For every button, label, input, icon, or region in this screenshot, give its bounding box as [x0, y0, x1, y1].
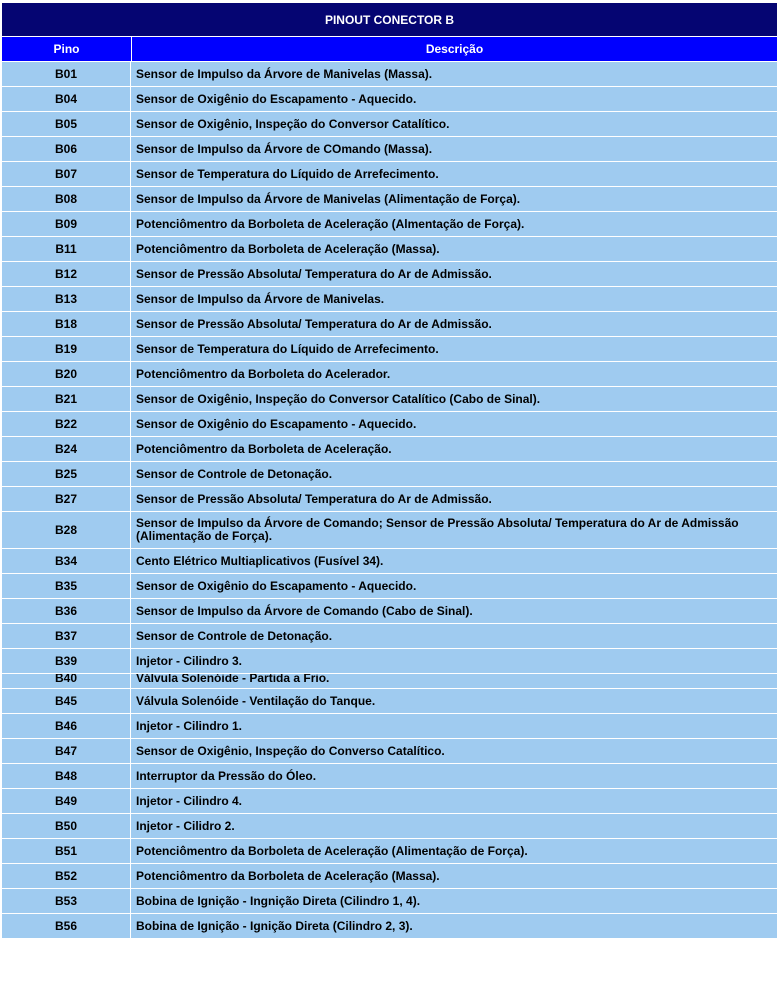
table-body: [2, 61, 777, 938]
description-cell: Sensor de Temperatura do Líquido de Arrefecimento.: [136, 166, 439, 181]
pin-cell: B01: [2, 62, 131, 86]
description-cell: Válvula Solenóide - Ventilação do Tanque.: [136, 693, 376, 708]
description-cell: Sensor de Oxigênio do Escapamento - Aquecido.: [136, 91, 417, 106]
table-row: [2, 211, 777, 236]
table-row: [2, 688, 777, 713]
pin-cell: B51: [2, 839, 131, 863]
description-cell: Injetor - Cilidro 2.: [136, 818, 235, 833]
table-row: [2, 913, 777, 938]
description-cell: Interruptor da Pressão do Óleo.: [136, 768, 317, 783]
pin-cell: B04: [2, 87, 131, 111]
table-row: [2, 61, 777, 86]
pin-cell: B08: [2, 187, 131, 211]
table-row: [2, 511, 777, 548]
pin-cell: B36: [2, 599, 131, 623]
description-cell: Sensor de Pressão Absoluta/ Temperatura do Ar de Admissão.: [136, 316, 492, 331]
table-row: [2, 838, 777, 863]
table-row: [2, 386, 777, 411]
table-row: [2, 788, 777, 813]
description-cell: Sensor de Controle de Detonação.: [136, 466, 333, 481]
table-row: [2, 863, 777, 888]
table-row: [2, 86, 777, 111]
description-cell: Sensor de Impulso da Árvore de Manivelas.: [136, 291, 385, 306]
description-cell: Injetor - Cilindro 1.: [136, 718, 243, 733]
pin-cell: B47: [2, 739, 131, 763]
description-cell: Potenciômentro da Borboleta de Aceleração (Alimentação de Força).: [136, 843, 528, 858]
pin-cell: B07: [2, 162, 131, 186]
table-header: [2, 36, 777, 61]
pin-cell: B40: [2, 673, 131, 688]
description-cell: Potenciômentro da Borboleta de Aceleração (Massa).: [136, 868, 440, 883]
description-cell: Potenciômentro da Borboleta do Acelerador.: [136, 366, 391, 381]
table-row: [2, 573, 777, 598]
description-cell: Sensor de Oxigênio do Escapamento - Aquecido.: [136, 578, 417, 593]
pin-cell: B19: [2, 337, 131, 361]
pin-cell: B46: [2, 714, 131, 738]
pin-cell: B49: [2, 789, 131, 813]
description-cell: Cento Elétrico Multiaplicativos (Fusível 34).: [136, 553, 384, 568]
pin-cell: B34: [2, 549, 131, 573]
table-row: [2, 436, 777, 461]
description-cell: Sensor de Oxigênio, Inspeção do Converso Catalítico.: [136, 743, 445, 758]
description-cell: Sensor de Impulso da Árvore de COmando (Massa).: [136, 141, 433, 156]
pinout-table: [2, 3, 777, 938]
pin-cell: B27: [2, 487, 131, 511]
pin-cell: B39: [2, 649, 131, 673]
description-cell: Injetor - Cilindro 3.: [136, 653, 243, 668]
table-row: [2, 763, 777, 788]
column-header-description: Descrição: [425, 42, 484, 56]
pin-cell: B12: [2, 262, 131, 286]
table-row: [2, 713, 777, 738]
pin-cell: B52: [2, 864, 131, 888]
pin-cell: B13: [2, 287, 131, 311]
column-header-pin: Pino: [2, 37, 132, 61]
table-row: [2, 411, 777, 436]
table-row: [2, 161, 777, 186]
pin-cell: B21: [2, 387, 131, 411]
pin-cell: B24: [2, 437, 131, 461]
pin-cell: B50: [2, 814, 131, 838]
pin-cell: B18: [2, 312, 131, 336]
table-row: [2, 598, 777, 623]
pin-cell: B22: [2, 412, 131, 436]
pin-cell: B20: [2, 362, 131, 386]
table-row: [2, 738, 777, 763]
description-cell: Sensor de Oxigênio, Inspeção do Conversor Catalítico.: [136, 116, 450, 131]
description-cell: Bobina de Ignição - Ignição Direta (Cilindro 2, 3).: [136, 918, 413, 933]
pin-cell: B25: [2, 462, 131, 486]
description-cell: Injetor - Cilindro 4.: [136, 793, 243, 808]
description-cell: Sensor de Impulso da Árvore de Manivelas (Massa).: [136, 66, 433, 81]
table-row: [2, 186, 777, 211]
table-row: [2, 623, 777, 648]
description-cell: Sensor de Pressão Absoluta/ Temperatura do Ar de Admissão.: [136, 491, 492, 506]
pin-cell: B35: [2, 574, 131, 598]
pin-cell: B37: [2, 624, 131, 648]
description-cell: Sensor de Oxigênio, Inspeção do Conversor Catalítico (Cabo de Sinal).: [136, 391, 541, 406]
description-cell: Bobina de Ignição - Ingnição Direta (Cilindro 1, 4).: [136, 893, 421, 908]
pin-cell: B05: [2, 112, 131, 136]
table-row: [2, 136, 777, 161]
description-cell: Sensor de Oxigênio do Escapamento - Aquecido.: [136, 416, 417, 431]
table-row: [2, 888, 777, 913]
pin-cell: B45: [2, 689, 131, 713]
description-cell: Sensor de Temperatura do Líquido de Arrefecimento.: [136, 341, 439, 356]
table-row: [2, 813, 777, 838]
pin-cell: B48: [2, 764, 131, 788]
description-cell: Potenciômentro da Borboleta de Aceleração (Massa).: [136, 241, 440, 256]
pin-cell: B28: [2, 512, 131, 548]
table-row: [2, 648, 777, 673]
table-row: [2, 361, 777, 386]
table-row: [2, 461, 777, 486]
pin-cell: B09: [2, 212, 131, 236]
description-cell: Sensor de Impulso da Árvore de Comando; Sensor de Pressão Absoluta/ Temperatura do Ar de Admissão (Alimentação de Força).: [136, 516, 739, 543]
description-cell: Sensor de Impulso da Árvore de Comando (Cabo de Sinal).: [136, 603, 473, 618]
table-row: [2, 111, 777, 136]
description-cell: Sensor de Impulso da Árvore de Manivelas (Alimentação de Força).: [136, 191, 521, 206]
description-cell: Sensor de Controle de Detonação.: [136, 628, 333, 643]
table-title: PINOUT CONECTOR B: [2, 3, 777, 36]
table-row: [2, 286, 777, 311]
table-row: [2, 548, 777, 573]
table-row: [2, 236, 777, 261]
description-cell: Potenciômentro da Borboleta de Aceleração.: [136, 441, 392, 456]
description-cell: Potenciômentro da Borboleta de Aceleração (Almentação de Força).: [136, 216, 525, 231]
table-row: [2, 673, 777, 688]
table-row: [2, 261, 777, 286]
table-row: [2, 486, 777, 511]
pin-cell: B11: [2, 237, 131, 261]
pin-cell: B56: [2, 914, 131, 938]
description-cell: Válvula Solenóide - Partida a Frio.: [136, 673, 330, 685]
table-row: [2, 336, 777, 361]
pin-cell: B53: [2, 889, 131, 913]
description-cell: Sensor de Pressão Absoluta/ Temperatura do Ar de Admissão.: [136, 266, 492, 281]
pin-cell: B06: [2, 137, 131, 161]
table-row: [2, 311, 777, 336]
